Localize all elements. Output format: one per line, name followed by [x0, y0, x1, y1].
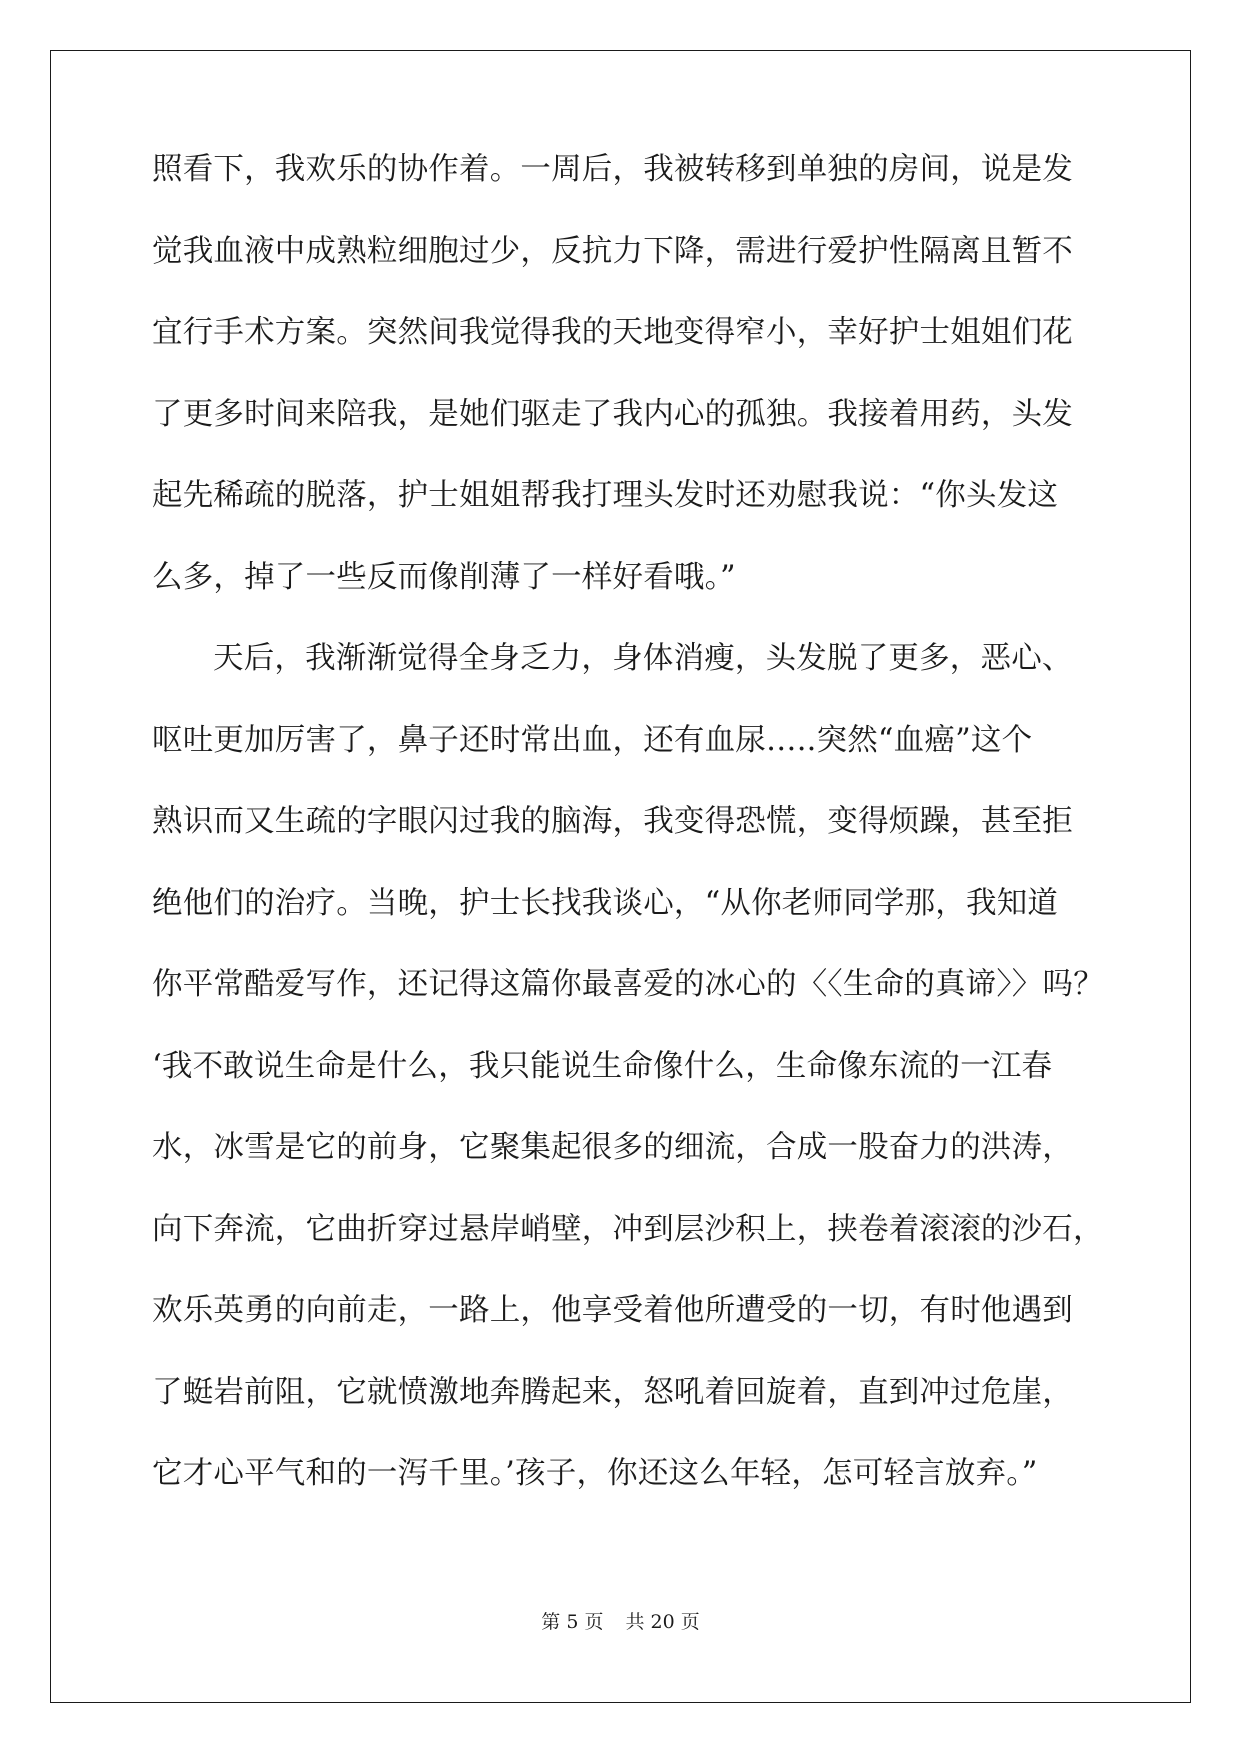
text-line-12: ‘我不敢说生命是什么，我只能说生命像什么，生命像东流的一江春: [152, 1049, 1053, 1084]
text-line-3: 宜行手术方案。突然间我觉得我的天地变得窄小，幸好护士姐姐们花: [152, 315, 1073, 350]
text-line-14: 向下奔流，它曲折穿过悬岸峭壁，冲到层沙积上，挟卷着滚滚的沙石，: [152, 1212, 1104, 1247]
page-total: 共 20 页: [625, 1611, 700, 1633]
text-line-4: 了更多时间来陪我，是她们驱走了我内心的孤独。我接着用药，头发: [152, 397, 1073, 432]
text-line-5: 起先稀疏的脱落，护士姐姐帮我打理头发时还劝慰我说：“你头发这: [152, 478, 1059, 513]
text-line-2: 觉我血液中成熟粒细胞过少，反抗力下降，需进行爱护性隔离且暂不: [152, 234, 1073, 269]
text-line-17: 它才心平气和的一泻千里。’孩子，你还这么年轻，怎可轻言放弃。”: [152, 1456, 1038, 1491]
text-line-16: 了蜓岩前阻，它就愤激地奔腾起来，怒吼着回旋着，直到冲过危崖，: [152, 1375, 1073, 1410]
text-line-10: 绝他们的治疗。当晚，护士长找我谈心，“从你老师同学那，我知道: [152, 886, 1059, 921]
text-line-7: 天后，我渐渐觉得全身乏力，身体消瘦，头发脱了更多，恶心、: [213, 641, 1073, 676]
page-number: 第 5 页: [541, 1611, 604, 1633]
text-line-13: 水，冰雪是它的前身，它聚集起很多的细流，合成一股奋力的洪涛，: [152, 1130, 1073, 1165]
text-line-6: 么多，掉了一些反而像削薄了一样好看哦。”: [152, 560, 736, 595]
text-line-11: 你平常酷爱写作，还记得这篇你最喜爱的冰心的〈〈生命的真谛〉〉吗？: [152, 967, 1104, 1002]
text-line-15: 欢乐英勇的向前走，一路上，他享受着他所遭受的一切，有时他遇到: [152, 1293, 1073, 1328]
text-line-9: 熟识而又生疏的字眼闪过我的脑海，我变得恐慌，变得烦躁，甚至拒: [152, 804, 1073, 839]
page-footer: [0, 1607, 1241, 1634]
text-line-1: 照看下，我欢乐的协作着。一周后，我被转移到单独的房间，说是发: [152, 152, 1073, 187]
text-line-8: 呕吐更加厉害了，鼻子还时常出血，还有血尿…..突然“血癌”这个: [152, 723, 1033, 758]
